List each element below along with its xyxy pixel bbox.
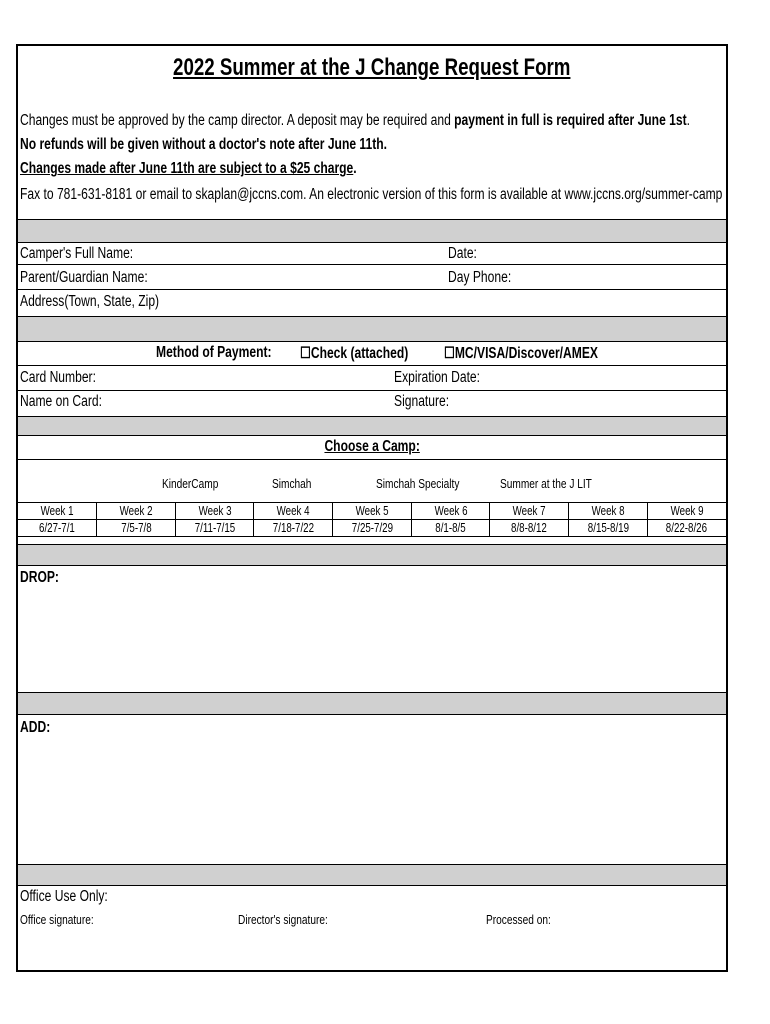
intro-period: . — [686, 112, 690, 129]
week-dates-cell[interactable] — [411, 520, 490, 537]
week-dates-cell[interactable] — [175, 520, 254, 537]
week-cell[interactable] — [569, 503, 648, 520]
intro-line-4 — [20, 186, 770, 204]
week-cell[interactable] — [254, 503, 333, 520]
camp-option-simchah-specialty[interactable] — [376, 476, 483, 491]
office-signature-text: Office signature: — [20, 912, 94, 927]
choose-camp-text: Choose a Camp: — [324, 438, 420, 455]
refund-policy-text: No refunds will be given without a doctor's note after June 11th. — [20, 136, 387, 153]
date-label — [448, 245, 485, 263]
week-cell[interactable] — [647, 503, 726, 520]
week-name: Week 7 — [512, 504, 546, 518]
drop-label — [20, 569, 70, 587]
choose-camp-heading — [18, 438, 726, 456]
address-label — [20, 293, 198, 311]
camp-option-kindercamp[interactable] — [162, 476, 234, 491]
card-option-text: ☐MC/VISA/Discover/AMEX — [444, 345, 598, 362]
week-dates-cell[interactable] — [97, 520, 176, 537]
signature-text: Signature: — [394, 393, 450, 410]
intro-line-3 — [20, 160, 452, 178]
camper-name-text: Camper's Full Name: — [20, 245, 134, 262]
section-divider — [18, 316, 726, 342]
name-on-card-text: Name on Card: — [20, 393, 102, 410]
week-cell[interactable] — [490, 503, 569, 520]
director-signature-text: Director's signature: — [238, 912, 328, 927]
section-divider — [18, 692, 726, 715]
address-text: Address(Town, State, Zip) — [20, 293, 160, 310]
section-divider — [18, 864, 726, 886]
intro-line-2 — [20, 136, 490, 154]
week-dates-cell[interactable] — [18, 520, 97, 537]
card-option[interactable] — [444, 344, 641, 363]
signature-label — [394, 393, 465, 411]
office-use-heading — [20, 888, 133, 906]
office-use-text: Office Use Only: — [20, 888, 108, 905]
check-option-text: ☐Check (attached) — [300, 345, 409, 362]
intro-text: Changes must be approved by the camp director. A deposit may be required and — [20, 112, 455, 129]
camp-option-label: KinderCamp — [162, 476, 219, 491]
week-name: Week 9 — [670, 504, 704, 518]
week-dates-cell[interactable] — [333, 520, 412, 537]
weeks-table — [18, 502, 726, 537]
drop-text: DROP: — [20, 569, 59, 586]
add-area[interactable] — [18, 714, 726, 864]
office-signature-label — [20, 912, 114, 927]
card-number-text: Card Number: — [20, 369, 96, 386]
form-title: 2022 Summer at the J Change Request Form — [173, 54, 571, 81]
camp-option-label: Summer at the J LIT — [500, 476, 592, 491]
week-dates: 7/11-7/15 — [194, 521, 235, 535]
week-dates: 8/15-8/19 — [587, 521, 629, 535]
week-cell[interactable] — [175, 503, 254, 520]
expiration-label — [394, 369, 504, 387]
change-request-form — [16, 44, 728, 972]
camp-option-label: Simchah — [272, 476, 312, 491]
add-label — [20, 719, 59, 737]
director-signature-label — [238, 912, 353, 927]
contact-text: Fax to 781-631-8181 or email to skaplan@jccns.com. An electronic version of this form is available at www.jccns.org/summer-camp — [20, 186, 723, 203]
check-option[interactable] — [300, 344, 439, 363]
intro-line-1 — [20, 112, 770, 130]
day-phone-text: Day Phone: — [448, 269, 512, 286]
week-name: Week 2 — [119, 504, 153, 518]
processed-on-label — [486, 912, 569, 927]
week-cell[interactable] — [18, 503, 97, 520]
camp-option-simchah[interactable] — [272, 476, 323, 491]
week-cell[interactable] — [97, 503, 176, 520]
week-dates-row — [18, 520, 726, 537]
section-divider — [18, 219, 726, 243]
week-name: Week 3 — [198, 504, 232, 518]
week-cell[interactable] — [333, 503, 412, 520]
week-name: Week 5 — [355, 504, 389, 518]
week-dates: 8/8-8/12 — [511, 521, 548, 535]
week-dates-cell[interactable] — [569, 520, 648, 537]
section-divider — [18, 416, 726, 436]
week-name: Week 4 — [276, 504, 310, 518]
week-dates-cell[interactable] — [490, 520, 569, 537]
week-dates: 6/27-7/1 — [39, 521, 75, 535]
card-number-label — [20, 369, 117, 387]
expiration-text: Expiration Date: — [394, 369, 481, 386]
week-dates: 8/1-8/5 — [435, 521, 466, 535]
week-name: Week 8 — [591, 504, 625, 518]
week-names-row — [18, 503, 726, 520]
camper-name-label — [20, 245, 165, 263]
name-on-card-label — [20, 393, 125, 411]
day-phone-label — [448, 269, 529, 287]
week-dates: 7/5-7/8 — [120, 521, 152, 535]
drop-area[interactable] — [18, 565, 726, 692]
payment-deadline-text: payment in full is required after June 1st — [454, 112, 687, 129]
payment-method-text: Method of Payment: — [156, 344, 272, 361]
week-name: Week 6 — [434, 504, 468, 518]
week-dates: 7/18-7/22 — [272, 521, 314, 535]
section-divider — [18, 544, 726, 566]
week-cell[interactable] — [411, 503, 490, 520]
week-dates-cell[interactable] — [647, 520, 726, 537]
camp-option-label: Simchah Specialty — [376, 476, 460, 491]
parent-text: Parent/Guardian Name: — [20, 269, 148, 286]
camp-option-lit[interactable] — [500, 476, 618, 491]
week-name: Week 1 — [40, 504, 74, 518]
late-charge-period: . — [353, 160, 357, 177]
card-number-row[interactable] — [18, 366, 726, 391]
payment-method-label — [156, 344, 304, 362]
processed-on-text: Processed on: — [486, 912, 551, 927]
week-dates: 8/22-8/26 — [666, 521, 708, 535]
week-dates-cell[interactable] — [254, 520, 333, 537]
week-dates: 7/25-7/29 — [351, 521, 393, 535]
date-text: Date: — [448, 245, 477, 262]
add-text: ADD: — [20, 719, 51, 736]
late-charge-text: Changes made after June 11th are subject to a $25 charge — [20, 160, 354, 177]
parent-label — [20, 269, 184, 287]
